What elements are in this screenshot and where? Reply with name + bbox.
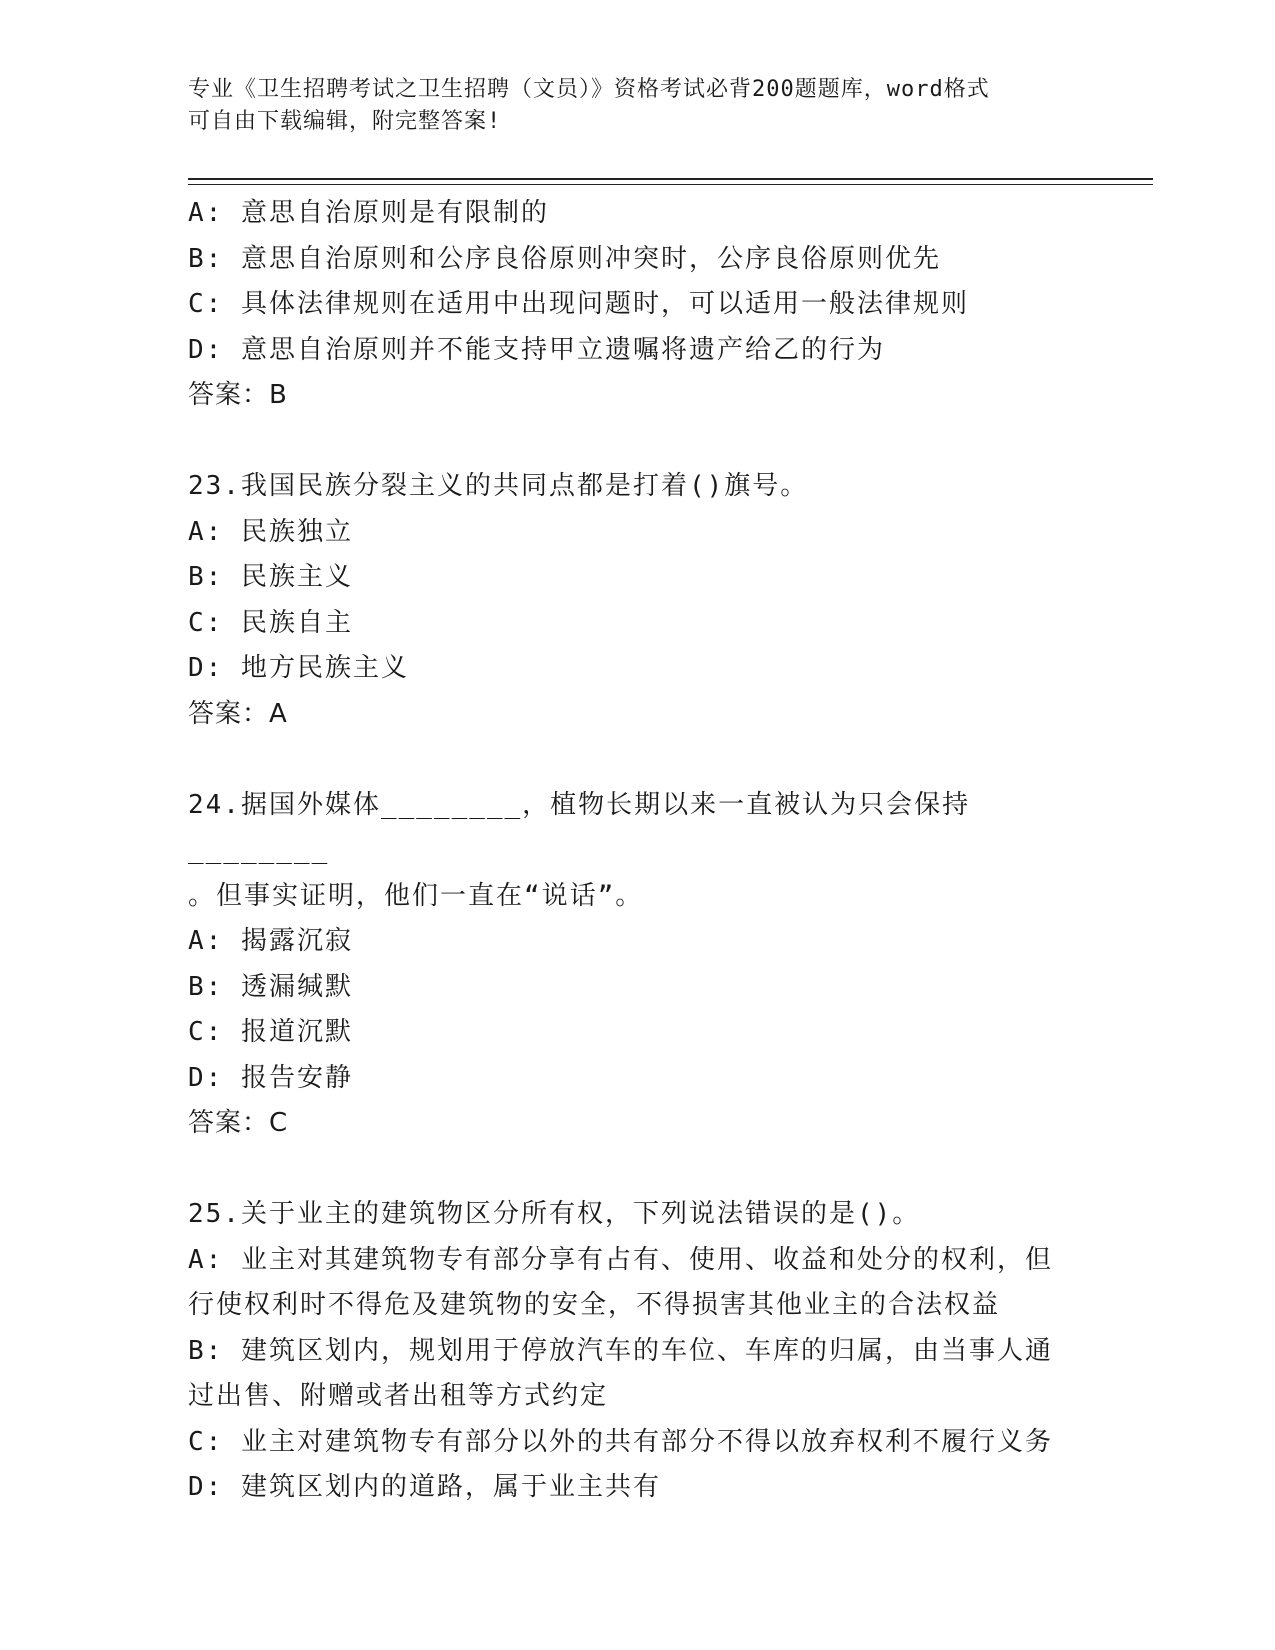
spacer bbox=[188, 737, 1088, 783]
q25-option-b-line-2: 过出售、附赠或者出租等方式约定 bbox=[188, 1381, 609, 1411]
q25-option-a-line-2: 行使权利时不得危及建筑物的安全，不得损害其他业主的合法权益 bbox=[188, 1290, 1001, 1320]
question-22-block bbox=[188, 191, 1088, 419]
question-25-block bbox=[188, 1192, 1088, 1511]
q25-option-a-line-1: A: 业主对其建筑物专有部分享有占有、使用、收益和处分的权利，但 bbox=[188, 1244, 1053, 1275]
question-24-block bbox=[188, 783, 1088, 1147]
header-title-line-1: 专业《卫生招聘考试之卫生招聘（文员）》资格考试必背200题题库，word格式 bbox=[188, 77, 990, 102]
q23-option-b: B: 民族主义 bbox=[188, 562, 353, 592]
q24-stem-line-2: 。但事实证明，他们一直在“说话”。 bbox=[188, 880, 644, 911]
question-list bbox=[188, 191, 1088, 1511]
q23-option-a: A: 民族独立 bbox=[188, 516, 353, 547]
header-divider-thin bbox=[188, 184, 1153, 185]
header-title-line-2: 可自由下载编辑，附完整答案! bbox=[188, 109, 502, 134]
q25-option-c: C: 业主对建筑物专有部分以外的共有部分不得以放弃权利不履行义务 bbox=[188, 1426, 1053, 1457]
q23-option-c: C: 民族自主 bbox=[188, 607, 353, 638]
q24-answer: 答案：C bbox=[188, 1108, 289, 1138]
spacer bbox=[188, 419, 1088, 465]
question-23-block bbox=[188, 464, 1088, 737]
q22-option-c: C: 具体法律规则在适用中出现问题时，可以适用一般法律规则 bbox=[188, 289, 969, 319]
q24-stem-line-1: 24.据国外媒体________，植物长期以来一直被认为只会保持________ bbox=[188, 789, 971, 865]
q25-option-b-line-1: B: 建筑区划内，规划用于停放汽车的车位、车库的归属，由当事人通 bbox=[188, 1335, 1053, 1366]
q23-stem: 23.我国民族分裂主义的共同点都是打着()旗号。 bbox=[188, 471, 809, 501]
q23-option-d: D: 地方民族主义 bbox=[188, 653, 409, 683]
q25-option-d: D: 建筑区划内的道路，属于业主共有 bbox=[188, 1472, 661, 1502]
spacer bbox=[188, 1147, 1088, 1193]
q22-option-d: D: 意思自治原则并不能支持甲立遗嘱将遗产给乙的行为 bbox=[188, 334, 885, 365]
q25-stem: 25.关于业主的建筑物区分所有权，下列说法错误的是()。 bbox=[188, 1199, 921, 1229]
q24-option-d: D: 报告安静 bbox=[188, 1062, 353, 1093]
q24-option-c: C: 报道沉默 bbox=[188, 1017, 353, 1047]
q22-option-a: A: 意思自治原则是有限制的 bbox=[188, 198, 549, 228]
header-divider-thick bbox=[188, 178, 1153, 180]
document-header bbox=[188, 74, 1088, 138]
q24-option-b: B: 透漏缄默 bbox=[188, 971, 353, 1002]
q22-answer: 答案：B bbox=[188, 380, 288, 410]
q24-option-a: A: 揭露沉寂 bbox=[188, 926, 353, 956]
q23-answer: 答案：A bbox=[188, 698, 288, 729]
q22-option-b: B: 意思自治原则和公序良俗原则冲突时，公序良俗原则优先 bbox=[188, 243, 941, 274]
